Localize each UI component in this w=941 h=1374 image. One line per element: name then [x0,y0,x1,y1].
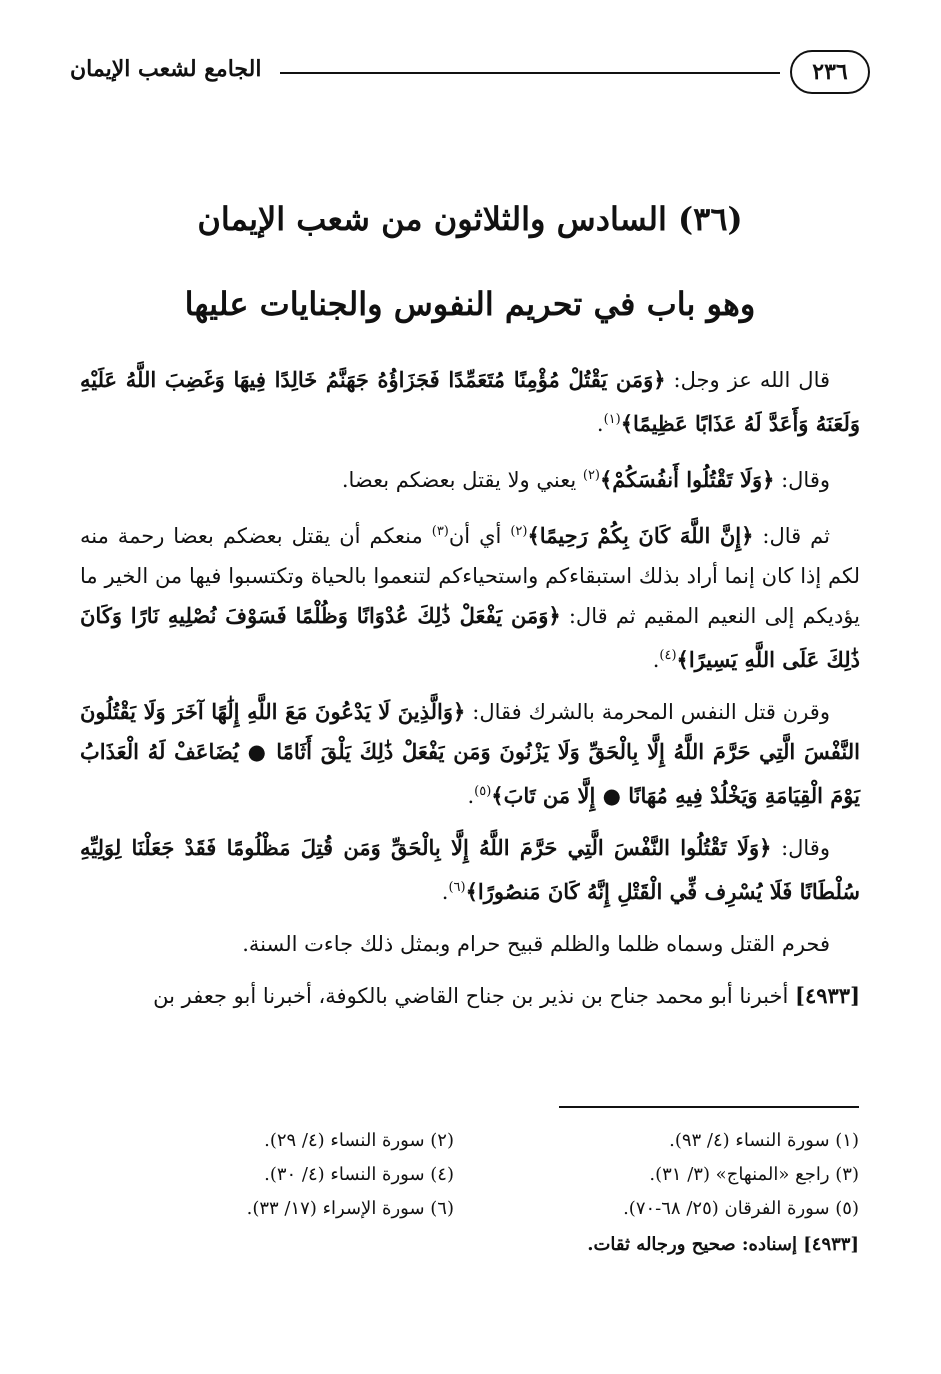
footnote-item: (٥) سورة الفرقان (٢٥/ ٦٨-٧٠). [623,1198,859,1219]
quran-verse: ﴿إِنَّ اللَّهَ كَانَ بِكُمْ رَحِيمًا﴾ [527,523,754,548]
quran-verse: ﴿وَلَا تَقْتُلُوا أَنفُسَكُمْ﴾ [600,467,775,492]
quran-verse: ﴿وَالَّذِينَ لَا يَدْعُونَ مَعَ اللَّهِ إِلَٰهًا آخَرَ وَلَا يَقْتُلُونَ النَّفْسَ الَّتِي حَرَّمَ اللَّهُ إِلَّا بِالْحَقِّ وَلَا يَزْنُونَ وَمَن يَفْعَلْ ذَٰلِكَ يَلْقَ أَثَامًا ● يُضَاعَفْ لَهُ الْعَذَابُ يَوْمَ الْقِيَامَةِ وَيَخْلُدْ فِيهِ مُهَانًا ● إِلَّا مَن تَابَ﴾ [80,699,860,808]
main-text [80,360,860,1028]
paragraph [80,456,860,500]
quran-verse: ﴿وَمَن يَفْعَلْ ذَٰلِكَ عُدْوَانًا وَظُلْمًا فَسَوْفَ نُصْلِيهِ نَارًا وَكَانَ ذَٰلِكَ عَلَى اللَّهِ يَسِيرًا﴾ [80,603,860,672]
footnote-item: (١) سورة النساء (٤/ ٩٣). [669,1130,859,1151]
paragraph-text: أخبرنا أبو محمد جناح بن نذير بن جناح القاضي بالكوفة، أخبرنا أبو جعفر بن [153,984,795,1008]
footnote-item: (٦) سورة الإسراء (١٧/ ٣٣). [246,1198,454,1219]
footnote-ref: (٢) [582,468,600,483]
chapter-subtitle: وهو باب في تحريم النفوس والجنايات عليها [184,285,756,323]
chapter-title: (٣٦) السادس والثلاثون من شعب الإيمان [197,200,743,238]
paragraph [80,512,860,680]
paragraph-end: . [596,412,604,436]
paragraph-intro: وقال: [771,836,830,860]
paragraph [80,828,860,912]
footnotes [79,1124,859,1262]
footnote-item: (٢) سورة النساء (٤/ ٢٩). [264,1130,454,1151]
paragraph-text: منعكم أن يقتل بعضكم بعضا رحمة منه لكم إذا كان إنما أراد بذلك استبقاءكم واستحياءكم لتنعموا بالحياة وتكتسبوا فيها من الخير ما يؤديكم إلى النعيم المقيم ثم قال: [80,524,861,628]
page-header [70,40,870,110]
footnote-item: (٣) راجع «المنهاج» (٣/ ٣١). [649,1164,859,1185]
paragraph-end: . [441,880,449,904]
running-title: الجامع لشعب الإيمان [70,56,262,82]
paragraph: فحرم القتل وسماه ظلما والظلم قبيح حرام وبمثل ذلك جاءت السنة. [242,932,830,956]
paragraph-intro: وقرن قتل النفس المحرمة بالشرك فقال: [465,700,830,724]
paragraph-text: أي أن [448,524,511,548]
quran-verse: ﴿وَمَن يَقْتُلْ مُؤْمِنًا مُتَعَمِّدًا فَجَزَاؤُهُ جَهَنَّمُ خَالِدًا فِيهَا وَغَضِبَ اللَّهُ عَلَيْهِ وَلَعَنَهُ وَأَعَدَّ لَهُ عَذَابًا عَظِيمًا﴾ [80,367,860,436]
paragraph-end: . [467,784,475,808]
hadith-paragraph [80,976,860,1016]
header-rule [280,72,780,74]
paragraph-intro: ثم قال: [753,524,830,548]
paragraph-intro: قال الله عز وجل: [665,368,831,392]
footnote-ref: (٥) [474,784,492,799]
footnote-list [79,1124,859,1226]
paragraph [80,360,860,444]
quran-verse: ﴿وَلَا تَقْتُلُوا النَّفْسَ الَّتِي حَرَّمَ اللَّهُ إِلَّا بِالْحَقِّ وَمَن قُتِلَ مَظْلُومًا فَقَدْ جَعَلْنَا لِوَلِيِّهِ سُلْطَانًا فَلَا يُسْرِف فِّي الْقَتْلِ إِنَّهُ كَانَ مَنصُورًا﴾ [80,835,860,904]
footnote-ref: (٦) [448,880,466,895]
isnad-note: [٤٩٣٣] إسناده: صحيح ورجاله ثقات. [587,1234,859,1255]
hadith-number: [٤٩٣٣] [795,983,860,1008]
footnote-ref: (٤) [659,648,677,663]
footnote-ref: (١) [603,412,621,427]
paragraph-intro: وقال: [774,468,830,492]
paragraph-end: . [652,648,660,672]
footnote-rule [559,1106,859,1108]
footnote-ref: (٢) [510,524,528,539]
paragraph-text: يعني ولا يقتل بعضكم بعضا. [341,468,583,492]
footnote-ref: (٣) [431,524,449,539]
paragraph [80,692,860,816]
page-number: ٢٣٦ [790,50,870,94]
footnote-item: (٤) سورة النساء (٤/ ٣٠). [264,1164,454,1185]
